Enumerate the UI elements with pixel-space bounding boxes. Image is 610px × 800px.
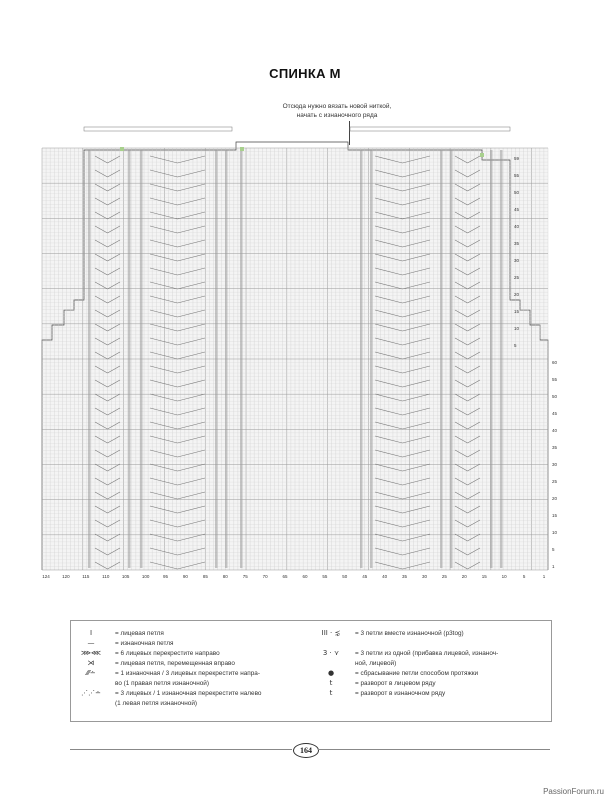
rib-strip bbox=[140, 150, 143, 568]
legend-text: = изнаночная петля bbox=[115, 640, 174, 647]
legend-text: = 3 петли вместе изнаночной (p3tog) bbox=[355, 630, 464, 637]
chart-note-line2: начать с изнаночного ряда bbox=[296, 112, 378, 119]
legend-text: = 3 петли из одной (прибавка лицевой, изнаноч- bbox=[355, 650, 499, 657]
row-number-label: 40 bbox=[514, 224, 520, 229]
legend-box bbox=[70, 620, 552, 722]
increase-marker bbox=[120, 147, 124, 151]
col-number-label: 70 bbox=[262, 574, 268, 579]
col-number-label: 50 bbox=[342, 574, 348, 579]
legend-symbol-icon: t bbox=[329, 689, 333, 697]
row-number-label: 50 bbox=[514, 190, 520, 195]
col-number-label: 80 bbox=[222, 574, 228, 579]
col-number-label: 95 bbox=[163, 574, 169, 579]
row-number-label: 20 bbox=[514, 292, 520, 297]
col-number-label: 40 bbox=[382, 574, 388, 579]
row-number-label: 40 bbox=[552, 428, 558, 433]
col-number-label: 35 bbox=[402, 574, 408, 579]
row-number-label: 25 bbox=[514, 275, 520, 280]
legend-symbol-icon: I bbox=[89, 629, 93, 637]
row-number-label: 59 bbox=[514, 156, 520, 161]
watermark: PassionForum.ru bbox=[543, 787, 604, 796]
rib-strip bbox=[225, 150, 228, 568]
rib-strip bbox=[440, 150, 443, 568]
increase-marker bbox=[480, 153, 484, 157]
col-number-label: 75 bbox=[242, 574, 248, 579]
col-number-label: 30 bbox=[421, 574, 427, 579]
legend-text: ной, лицевой) bbox=[355, 660, 397, 667]
row-number-label: 15 bbox=[514, 309, 520, 314]
row-number-label: 50 bbox=[552, 394, 558, 399]
row-number-label: 30 bbox=[514, 258, 520, 263]
row-number-label: 25 bbox=[552, 479, 558, 484]
col-number-label: 1 bbox=[542, 574, 546, 579]
col-number-label: 55 bbox=[322, 574, 328, 579]
col-number-label: 120 bbox=[62, 574, 70, 579]
col-number-label: 45 bbox=[362, 574, 368, 579]
row-number-label: 60 bbox=[552, 360, 558, 365]
col-number-label: 124 bbox=[42, 574, 50, 579]
legend-symbol-icon: ⁄⁄⁄∸ bbox=[86, 669, 96, 677]
legend-symbol-icon: ● bbox=[327, 669, 335, 677]
rib-strip bbox=[240, 150, 243, 568]
row-number-label: 10 bbox=[514, 326, 520, 331]
legend-symbol-icon: ⋊ bbox=[87, 659, 95, 667]
row-number-label: 10 bbox=[552, 530, 558, 535]
rib-strip bbox=[88, 150, 91, 568]
legend-symbol-icon: ⋰⋰∸ bbox=[81, 689, 101, 697]
increase-marker bbox=[240, 147, 244, 151]
row-number-label: 15 bbox=[552, 513, 558, 518]
row-number-label: 5 bbox=[514, 343, 517, 348]
row-number-label: 1 bbox=[552, 564, 555, 569]
legend-text: во (1 правая петля изнаночной) bbox=[115, 680, 209, 687]
col-number-label: 60 bbox=[302, 574, 308, 579]
legend-text: = 3 лицевых / 1 изнаночная перекрестите налево bbox=[115, 690, 262, 697]
legend-symbol-icon: — bbox=[87, 639, 95, 647]
col-number-label: 115 bbox=[82, 574, 90, 579]
col-number-label: 20 bbox=[461, 574, 467, 579]
row-number-label: 35 bbox=[514, 241, 520, 246]
legend-text: = 1 изнаночная / 3 лицевых перекрестите напра- bbox=[115, 670, 260, 677]
legend-text: = лицевая петля bbox=[115, 630, 164, 637]
rib-strip bbox=[450, 150, 453, 568]
top-strip-left bbox=[84, 127, 232, 131]
chart-note-line1: Отсюда нужно вязать новой ниткой, bbox=[282, 103, 392, 110]
rib-strip bbox=[360, 150, 363, 568]
row-number-label: 45 bbox=[552, 411, 558, 416]
col-number-label: 25 bbox=[441, 574, 447, 579]
page-rule-left bbox=[70, 749, 292, 750]
col-number-label: 100 bbox=[141, 574, 150, 579]
col-number-label: 15 bbox=[481, 574, 487, 579]
legend-symbol-icon: t bbox=[329, 679, 333, 687]
rib-strip bbox=[500, 150, 503, 568]
col-number-label: 90 bbox=[182, 574, 188, 579]
col-number-label: 10 bbox=[501, 574, 507, 579]
col-number-label: 105 bbox=[121, 574, 130, 579]
col-number-label: 110 bbox=[102, 574, 110, 579]
row-number-label: 20 bbox=[552, 496, 558, 501]
legend-text: (1 левая петля изнаночной) bbox=[115, 700, 198, 707]
rib-strip bbox=[370, 150, 373, 568]
rib-strip bbox=[215, 150, 218, 568]
col-number-label: 65 bbox=[282, 574, 288, 579]
col-number-label: 85 bbox=[202, 574, 208, 579]
page-number: 164 bbox=[293, 743, 319, 758]
row-number-label: 55 bbox=[514, 173, 520, 178]
rib-strip bbox=[490, 150, 493, 568]
legend-text: = разворот в изнаночном ряду bbox=[355, 690, 446, 697]
legend-text: = лицевая петля, перемещенная вправо bbox=[115, 660, 235, 667]
page-rule-right bbox=[318, 749, 550, 750]
col-number-label: 5 bbox=[522, 574, 526, 579]
legend-symbol-icon: III · ⋨ bbox=[321, 629, 341, 637]
row-number-label: 5 bbox=[552, 547, 555, 552]
legend-symbol-icon: 3 · ⋎ bbox=[322, 649, 340, 657]
row-number-label: 30 bbox=[552, 462, 558, 467]
row-number-label: 35 bbox=[552, 445, 558, 450]
legend-symbol-icon: ⋙⋘ bbox=[81, 649, 101, 657]
legend-text: = разворот в лицевом ряду bbox=[355, 680, 436, 687]
rib-strip bbox=[128, 150, 131, 568]
row-number-label: 45 bbox=[514, 207, 520, 212]
top-strip-right bbox=[350, 127, 510, 131]
legend-text: = сбрасывание петли способом протяжки bbox=[355, 670, 479, 677]
page-title: СПИНКА М bbox=[269, 66, 341, 81]
legend-text: = 6 лицевых перекрестите направо bbox=[115, 650, 220, 657]
row-number-label: 55 bbox=[552, 377, 558, 382]
